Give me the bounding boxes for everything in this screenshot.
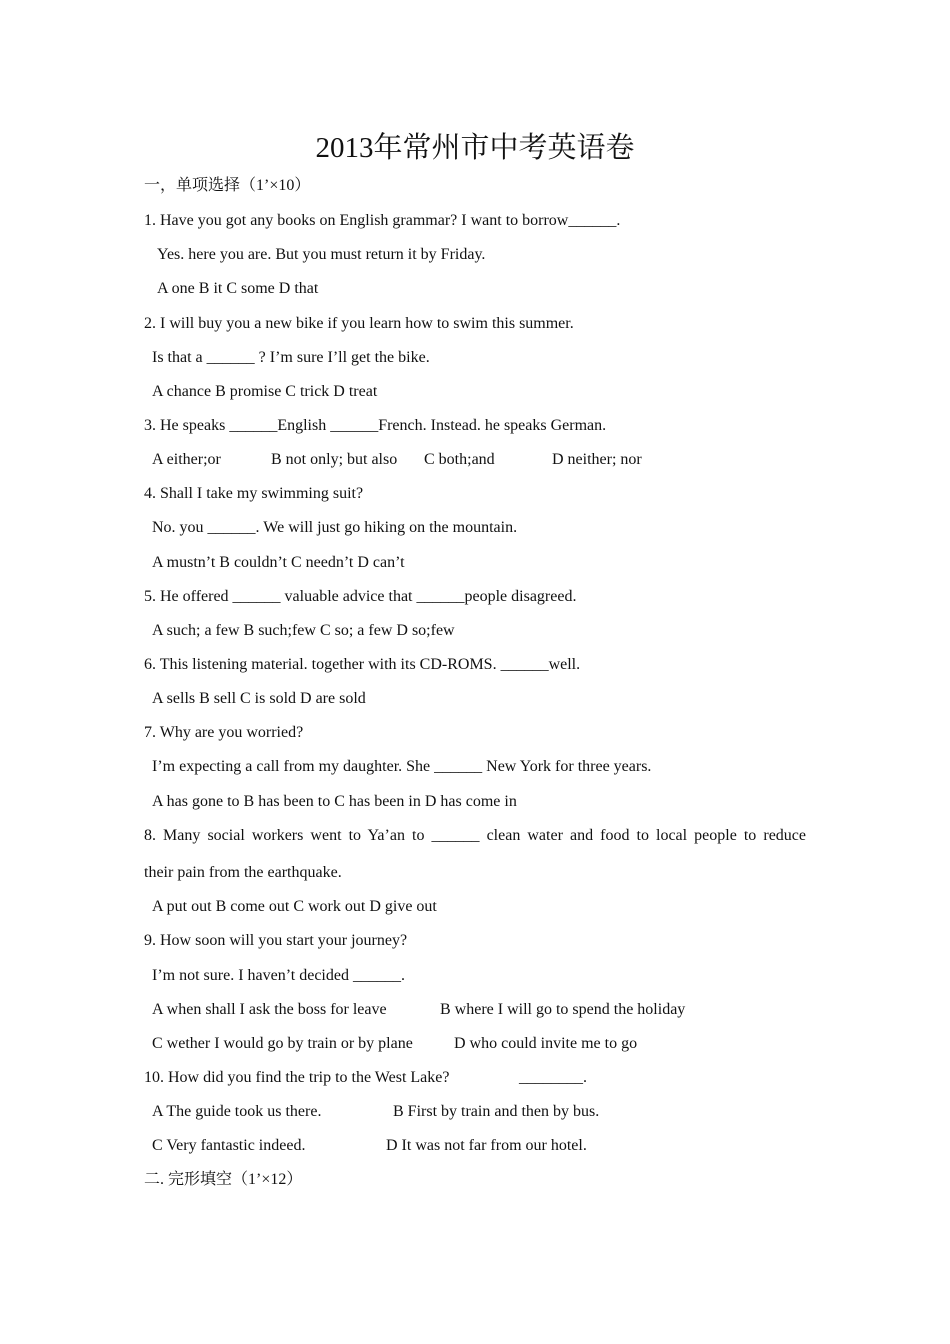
question-2-reply: Is that a ______ ? I’m sure I’ll get the bike. [152, 349, 430, 366]
question-7-reply: I’m expecting a call from my daughter. She ______ New York for three years. [152, 758, 652, 775]
question-1-options: A one B it C some D that [157, 280, 319, 297]
question-9-reply: I’m not sure. I haven’t decided ______. [152, 967, 405, 984]
question-10-answer-blank: ________. [519, 1069, 587, 1086]
question-10-option-c: C Very fantastic indeed. [152, 1137, 306, 1154]
question-7-options: A has gone to B has been to C has been in D has come in [152, 793, 517, 810]
question-3-stem: 3. He speaks ______English ______French. Instead. he speaks German. [144, 417, 607, 434]
question-10-stem: 10. How did you find the trip to the West Lake? [144, 1069, 450, 1086]
question-1-stem: 1. Have you got any books on English grammar? I want to borrow______. [144, 212, 621, 229]
question-3-option-b: B not only; but also [271, 451, 398, 468]
question-3-option-d: D neither; nor [552, 451, 642, 468]
question-10-option-b: B First by train and then by bus. [393, 1103, 600, 1120]
question-10-option-a: A The guide took us there. [152, 1103, 322, 1120]
question-5-stem: 5. He offered ______ valuable advice that ______people disagreed. [144, 588, 577, 605]
question-9-stem: 9. How soon will you start your journey? [144, 932, 408, 949]
question-3-option-a: A either;or [152, 451, 221, 468]
question-10-option-d: D It was not far from our hotel. [386, 1137, 587, 1154]
question-8-options: A put out B come out C work out D give out [152, 898, 437, 915]
question-2-options: A chance B promise C trick D treat [152, 383, 378, 400]
section-heading-cloze: 二. 完形填空（1’×12） [144, 1171, 303, 1188]
question-9-option-b: B where I will go to spend the holiday [440, 1001, 686, 1018]
question-3-option-c: C both;and [424, 451, 495, 468]
question-8-stem-line-1: 8. Many social workers went to Ya’an to ______ clean water and food to local people to reduce [144, 827, 806, 844]
question-6-options: A sells B sell C is sold D are sold [152, 690, 366, 707]
question-8-stem-line-2: their pain from the earthquake. [144, 864, 342, 881]
exam-title: 2013年常州市中考英语卷 [315, 132, 635, 164]
question-4-reply: No. you ______. We will just go hiking on the mountain. [152, 519, 518, 536]
section-heading-multiple-choice: 一，单项选择（1’×10） [144, 177, 311, 194]
question-6-stem: 6. This listening material. together with its CD-ROMS. ______well. [144, 656, 581, 673]
question-1-reply: Yes. here you are. But you must return it by Friday. [157, 246, 486, 263]
question-9-option-c: C wether I would go by train or by plane [152, 1035, 413, 1052]
question-4-options: A mustn’t B couldn’t C needn’t D can’t [152, 554, 405, 571]
question-5-options: A such; a few B such;few C so; a few D so;few [152, 622, 455, 639]
question-2-stem: 2. I will buy you a new bike if you learn how to swim this summer. [144, 315, 574, 332]
question-4-stem: 4. Shall I take my swimming suit? [144, 485, 364, 502]
question-9-option-d: D who could invite me to go [454, 1035, 638, 1052]
question-7-stem: 7. Why are you worried? [144, 724, 304, 741]
question-9-option-a: A when shall I ask the boss for leave [152, 1001, 387, 1018]
